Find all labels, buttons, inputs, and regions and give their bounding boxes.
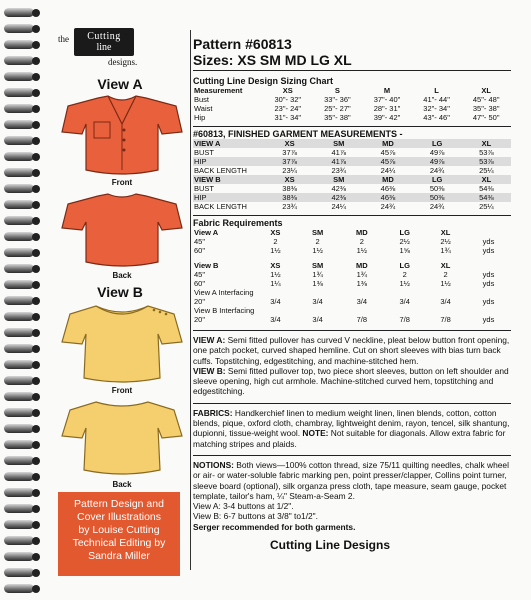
table-row <box>193 166 511 175</box>
table-cell: 37⅞ <box>265 157 314 166</box>
table-row <box>193 270 511 279</box>
table-cell: LG <box>399 261 410 270</box>
pattern-number: Pattern #60813 <box>193 36 292 52</box>
table-row <box>193 193 511 202</box>
spiral-coil <box>4 326 42 340</box>
table-cell: 3/4 <box>399 297 410 306</box>
fabrics-text: Handkerchief linen to medium weight linen, linen blends, cotton, cotton blends, pique, oxford cloth, chambray, lightweight denim, rayon, tencel, silk shantung, dupionni, tissue-weight wool. <box>193 407 510 439</box>
table-cell: 33"- 36" <box>324 95 351 104</box>
table-cell: 23¾ <box>331 166 347 175</box>
fabrics-description <box>193 408 511 449</box>
table-row <box>193 175 511 184</box>
table-cell: Measurement <box>194 86 243 95</box>
table-cell: yds <box>482 270 495 279</box>
table-cell: 46⅜ <box>363 193 412 202</box>
table-cell: 32"- 34" <box>423 104 450 113</box>
info-column <box>193 36 511 532</box>
table-cell: 45" <box>194 270 206 279</box>
table-cell: yds <box>482 246 495 255</box>
table-cell: 1½ <box>356 246 368 255</box>
table-cell: 45⅞ <box>363 157 412 166</box>
finished-view-b-table <box>193 175 511 211</box>
table-cell: 60" <box>194 279 206 288</box>
table-cell: 42⅜ <box>314 193 363 202</box>
spiral-coil <box>4 198 42 212</box>
table-row <box>193 148 511 157</box>
table-cell: SM <box>312 228 324 237</box>
view-a-desc-label: VIEW A: <box>193 335 226 345</box>
fabric-table <box>193 228 511 324</box>
table-cell: 25"- 27" <box>324 104 351 113</box>
notions-description <box>193 460 511 501</box>
spiral-coil <box>4 374 42 388</box>
table-cell: 53⅞ <box>479 148 494 157</box>
table-cell: 37"- 40" <box>373 95 401 104</box>
table-cell: XS <box>270 261 281 270</box>
table-cell: MD <box>363 175 412 184</box>
table-cell: 60" <box>194 246 206 255</box>
spiral-coil <box>4 70 42 84</box>
sizing-chart-title: Cutting Line Design Sizing Chart <box>193 76 333 86</box>
table-cell: 25¼ <box>479 166 494 175</box>
table-cell: 23¼ <box>282 166 297 175</box>
spiral-coil <box>4 262 42 276</box>
finished-view-a-table <box>193 139 511 175</box>
table-cell: XS <box>270 228 281 237</box>
table-cell: View A <box>194 228 219 237</box>
table-cell: 3/4 <box>312 297 323 306</box>
table-cell: 1¾ <box>440 246 451 255</box>
table-cell: HIP <box>193 193 265 202</box>
table-cell: 35"- 38" <box>472 104 500 113</box>
fabric-title: Fabric Requirements <box>193 218 283 228</box>
column-divider <box>190 30 191 570</box>
spiral-coil <box>4 134 42 148</box>
spiral-coil <box>4 86 42 100</box>
spiral-coil <box>4 118 42 132</box>
table-row <box>193 246 511 255</box>
table-cell: SM <box>314 175 363 184</box>
table-cell: 42⅜ <box>331 184 347 193</box>
table-cell: 45" <box>194 237 206 246</box>
view-b-back-illustration <box>58 398 186 480</box>
credits-box <box>58 492 180 576</box>
fabrics-label: FABRICS: <box>193 407 233 418</box>
table-cell: BUST <box>194 148 215 157</box>
table-cell: 1⅜ <box>312 279 323 288</box>
credit-line: Pattern Design and <box>74 498 164 510</box>
table-cell: 24¾ <box>429 166 445 175</box>
notions-label: NOTIONS: <box>193 459 234 470</box>
table-cell: 2½ <box>399 237 410 246</box>
table-row <box>193 86 511 95</box>
table-cell: 1⅜ <box>356 279 368 288</box>
table-cell: Waist <box>194 104 213 113</box>
table-cell: BACK LENGTH <box>194 202 247 211</box>
interfacing-label-row <box>193 288 511 297</box>
table-cell: MD <box>356 228 368 237</box>
spiral-coil <box>4 566 42 580</box>
table-cell: 2 <box>359 237 364 246</box>
table-cell: 23¾ <box>282 202 297 211</box>
spiral-coil <box>4 438 42 452</box>
spiral-binding <box>0 0 46 600</box>
table-cell: M <box>383 86 391 95</box>
table-cell: 20" <box>194 297 206 306</box>
fabrics-note-label: NOTE: <box>302 428 329 439</box>
view-a-back-illustration <box>58 192 186 272</box>
pattern-sizes: Sizes: XS SM MD LG XL <box>193 52 352 68</box>
table-cell: 24¼ <box>331 202 347 211</box>
table-cell: VIEW B <box>193 175 265 184</box>
table-cell: 2½ <box>440 237 451 246</box>
view-b-desc-text: Semi fitted pullover top, two piece short sleeves, button on left shoulder and sleeve opening, high cut armhole. Machine-stitched curved hem, topstitching and edgestitching. <box>193 365 509 397</box>
table-cell: yds <box>482 237 495 246</box>
table-cell: 53⅞ <box>462 157 511 166</box>
interfacing-label-row <box>193 306 511 315</box>
table-cell: 1¾ <box>312 270 323 279</box>
spiral-coil <box>4 422 42 436</box>
table-cell: 46⅜ <box>380 184 396 193</box>
table-cell: 47"- 50" <box>472 113 500 122</box>
credit-line: Sandra Miller <box>88 550 150 562</box>
logo-line1: Cutting <box>87 31 121 42</box>
spiral-coil <box>4 454 42 468</box>
table-cell: Bust <box>194 95 210 104</box>
footer-brand: Cutting Line Designs <box>270 538 390 552</box>
cutting-line-logo <box>58 28 168 68</box>
table-cell: View B <box>194 261 219 270</box>
view-a-front-label: Front <box>111 178 133 187</box>
table-row <box>193 228 511 237</box>
spiral-coil <box>4 550 42 564</box>
table-cell: 54⅜ <box>479 184 494 193</box>
table-cell: 3/4 <box>270 315 281 324</box>
table-cell: 49⅞ <box>429 148 445 157</box>
notions-view-b: View B: 6-7 buttons at 3/8" to1/2". <box>193 511 318 522</box>
spiral-coil <box>4 102 42 116</box>
table-cell: 31"- 34" <box>274 113 302 122</box>
table-cell: 1½ <box>270 246 281 255</box>
spiral-coil <box>4 582 42 596</box>
table-row <box>193 315 511 324</box>
table-cell: 25¼ <box>479 202 494 211</box>
spiral-coil <box>4 406 42 420</box>
table-cell: MD <box>363 139 412 148</box>
credit-line: by Louise Cutting <box>78 524 160 536</box>
table-cell: XS <box>265 139 314 148</box>
credit-line: Technical Editing by <box>72 537 166 549</box>
table-cell: 1¾ <box>356 270 368 279</box>
table-cell: 7/8 <box>356 315 368 324</box>
table-cell: 28"- 31" <box>373 104 401 113</box>
table-row <box>193 279 511 288</box>
table-cell: BUST <box>194 184 215 193</box>
spiral-coil <box>4 230 42 244</box>
spiral-coil <box>4 38 42 52</box>
table-cell: XS <box>282 86 293 95</box>
title-rule <box>193 70 511 71</box>
table-cell: 50⅜ <box>413 193 462 202</box>
logo-designs: designs. <box>108 57 138 67</box>
spiral-coil <box>4 278 42 292</box>
section-rule <box>193 330 511 331</box>
table-cell: 39"- 42" <box>373 113 401 122</box>
table-cell: 49⅞ <box>413 157 462 166</box>
table-cell: 2 <box>443 270 448 279</box>
spiral-coil <box>4 486 42 500</box>
table-cell: 41"- 44" <box>423 95 450 104</box>
spiral-coil <box>4 534 42 548</box>
table-cell: 2 <box>273 237 278 246</box>
logo-the: the <box>58 34 69 44</box>
table-cell: yds <box>482 315 495 324</box>
table-row <box>193 184 511 193</box>
spiral-coil <box>4 342 42 356</box>
table-cell: 2 <box>315 237 320 246</box>
table-row <box>193 104 511 113</box>
table-cell: 45⅞ <box>380 148 396 157</box>
table-cell: 50⅜ <box>429 184 445 193</box>
spiral-coil <box>4 214 42 228</box>
view-b-desc-label: VIEW B: <box>193 365 226 376</box>
table-cell: HIP <box>193 157 265 166</box>
spiral-coil <box>4 246 42 260</box>
table-cell: yds <box>482 297 495 306</box>
table-row <box>193 113 511 122</box>
table-cell: 3/4 <box>312 315 323 324</box>
table-cell: 2 <box>402 270 407 279</box>
table-cell: XL <box>440 261 451 270</box>
spiral-coil <box>4 470 42 484</box>
spiral-coil <box>4 294 42 308</box>
sizing-table <box>193 86 511 122</box>
spiral-coil <box>4 518 42 532</box>
logo-line2: line <box>96 42 112 53</box>
table-cell: MD <box>356 261 368 270</box>
table-cell: L <box>434 86 439 95</box>
table-cell: 45"- 48" <box>472 95 500 104</box>
credit-line: Cover Illustrations <box>76 511 162 523</box>
table-cell: XL <box>440 228 451 237</box>
table-row <box>193 157 511 166</box>
table-row <box>193 297 511 306</box>
logo-box <box>74 28 134 56</box>
table-cell: LG <box>413 175 462 184</box>
interfacing-a-label: View A Interfacing <box>194 288 254 297</box>
table-cell: 20" <box>194 315 206 324</box>
spiral-coil <box>4 502 42 516</box>
table-cell <box>466 261 511 270</box>
table-cell: 43"- 46" <box>423 113 450 122</box>
section-rule <box>193 403 511 404</box>
notions-text: Both views—100% cotton thread, size 75/11 quilting needles, chalk wheel or air- or water-soluble fabric marking pen, point presser/clapper, Collins point turner, sleeve board (optional), silk organza press cloth, tape measure, seam gauge, pocket template, tailor's ham, ¼" Steam-a-Seam 2. <box>193 459 509 501</box>
table-cell: S <box>334 86 340 95</box>
section-rule <box>193 455 511 456</box>
table-cell: 35"- 38" <box>324 113 351 122</box>
table-cell: 3/4 <box>440 297 451 306</box>
table-row <box>193 261 511 270</box>
table-cell: LG <box>399 228 410 237</box>
table-cell: yds <box>482 279 495 288</box>
table-cell: 7/8 <box>440 315 451 324</box>
notions-view-a: View A: 3-4 buttons at 1/2". <box>193 501 294 512</box>
table-row <box>193 95 511 104</box>
table-cell: XS <box>265 175 314 184</box>
table-cell: 30"- 32" <box>274 95 302 104</box>
table-cell: Hip <box>194 113 206 122</box>
table-cell: BACK LENGTH <box>194 166 247 175</box>
view-a-front-illustration <box>58 92 186 178</box>
table-cell: XL <box>462 139 511 148</box>
view-a-back-label: Back <box>112 271 132 280</box>
section-rule <box>193 126 511 127</box>
spiral-coil <box>4 166 42 180</box>
spiral-coil <box>4 54 42 68</box>
table-cell: 1½ <box>440 279 451 288</box>
view-b-front-illustration <box>58 300 186 386</box>
fabrics-note-text: Not suitable for diagonals. Allow extra fabric for matching stripes and plaids. <box>193 428 506 449</box>
table-cell: 1¼ <box>270 279 281 288</box>
table-cell: 37⅞ <box>282 148 297 157</box>
view-b-heading: View B <box>97 284 143 300</box>
section-rule <box>193 215 511 216</box>
table-cell: 1½ <box>312 246 323 255</box>
table-cell: 24¼ <box>380 166 396 175</box>
spiral-coil <box>4 182 42 196</box>
table-cell: 3/4 <box>356 297 368 306</box>
table-cell: VIEW A <box>193 139 265 148</box>
spiral-coil <box>4 358 42 372</box>
finished-title: #60813, FINISHED GARMENT MEASUREMENTS - <box>193 129 403 139</box>
table-cell: LG <box>413 139 462 148</box>
table-cell: 23"- 24" <box>274 104 302 113</box>
view-b-description <box>193 366 511 397</box>
spiral-coil <box>4 6 42 20</box>
table-row <box>193 202 511 211</box>
table-cell: 1⅝ <box>399 246 410 255</box>
view-b-front-label: Front <box>111 386 133 395</box>
table-cell: 38⅜ <box>265 193 314 202</box>
view-b-back-label: Back <box>112 480 132 489</box>
table-cell: 38⅜ <box>282 184 297 193</box>
spiral-coil <box>4 310 42 324</box>
spiral-coil <box>4 22 42 36</box>
view-a-desc-text: Semi fitted pullover has curved V neckline, pleat below button front opening, one patch pocket, curved shaped hemline. Cut on short sleeves with bias turn back cuffs. Topstitching, edgestitching, and machine-stitched hem. <box>193 335 510 366</box>
table-cell: SM <box>312 261 324 270</box>
table-cell: SM <box>314 139 363 148</box>
table-cell: XL <box>481 86 491 95</box>
view-a-heading: View A <box>97 76 143 92</box>
table-cell: 24¾ <box>429 202 445 211</box>
table-row <box>193 237 511 246</box>
table-cell: 3/4 <box>270 297 281 306</box>
table-cell: XL <box>462 175 511 184</box>
table-cell: 1½ <box>270 270 281 279</box>
table-row <box>193 139 511 148</box>
table-cell <box>466 228 511 237</box>
spiral-coil <box>4 150 42 164</box>
table-cell: 1½ <box>399 279 410 288</box>
table-cell: 24¾ <box>380 202 396 211</box>
table-cell: 41⅞ <box>331 148 347 157</box>
view-a-description <box>193 335 511 366</box>
serger-note: Serger recommended for both garments. <box>193 521 356 532</box>
table-cell: 7/8 <box>399 315 410 324</box>
spiral-coil <box>4 390 42 404</box>
interfacing-b-label: View B Interfacing <box>194 306 255 315</box>
table-cell: 41⅞ <box>314 157 363 166</box>
table-cell: 54⅜ <box>462 193 511 202</box>
